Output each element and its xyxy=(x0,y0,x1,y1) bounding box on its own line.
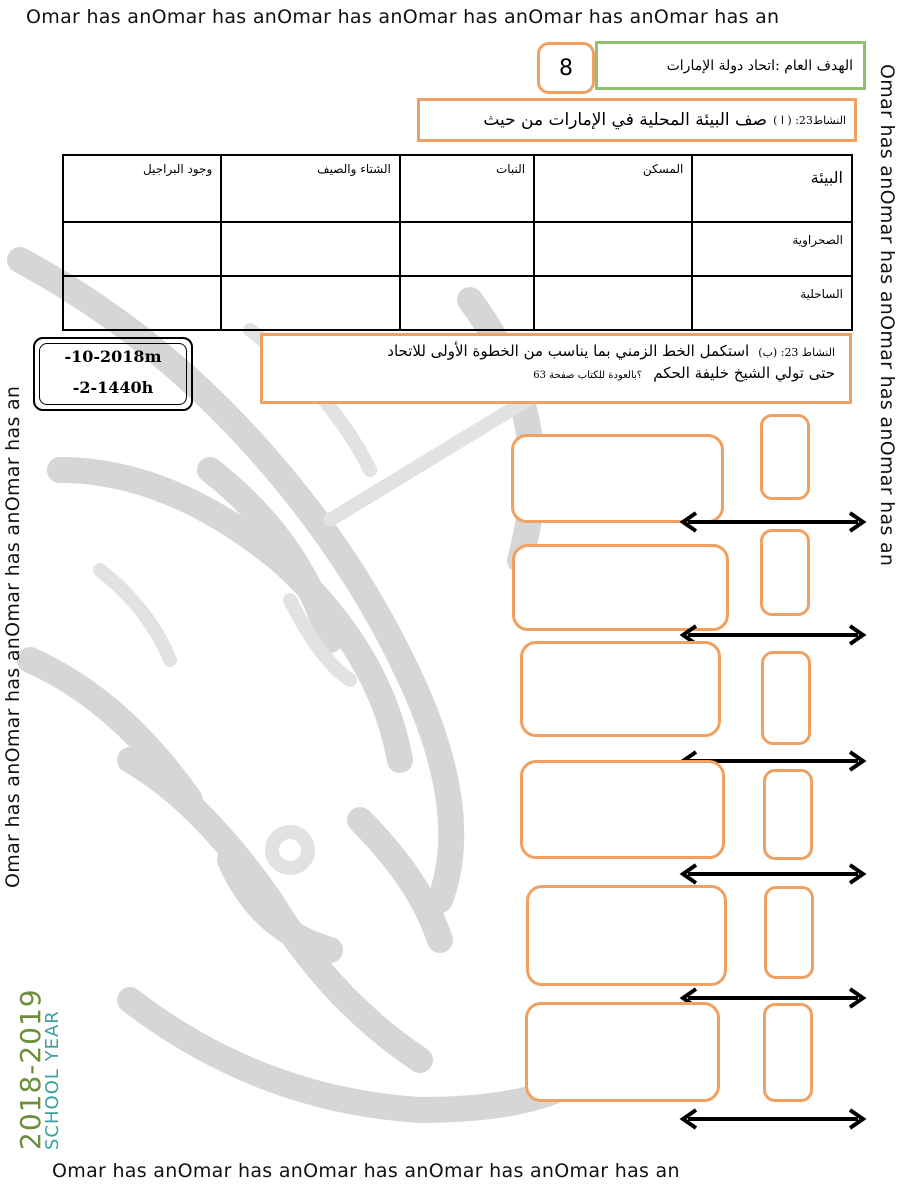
timeline-event-box[interactable] xyxy=(526,885,727,986)
school-year-years: 2018-2019 xyxy=(14,988,47,1150)
gregorian-date: -10-2018m xyxy=(64,347,162,366)
environment-table xyxy=(62,154,853,331)
activity-b-line1: استكمل الخط الزمني بما يناسب من الخطوة الأولى للاتحاد xyxy=(387,342,750,360)
watermark-top: Omar has anOmar has anOmar has anOmar has anOmar has anOmar has an xyxy=(26,6,780,28)
watermark-left: Omar has anOmar has anOmar has anOmar has an xyxy=(2,385,24,888)
activity-a-text: صف البيئة المحلية في الإمارات من حيث xyxy=(483,110,768,130)
table-header-cell: النبات xyxy=(400,155,534,222)
table-row xyxy=(63,222,852,276)
timeline-event-box[interactable] xyxy=(520,760,725,859)
watermark-bottom: Omar has anOmar has anOmar has anOmar has anOmar has an xyxy=(52,1160,680,1182)
date-box xyxy=(33,337,193,411)
table-header-row xyxy=(63,155,852,222)
activity-a-box xyxy=(417,98,857,142)
goal-box xyxy=(595,41,866,90)
table-cell[interactable] xyxy=(400,276,534,330)
table-row xyxy=(63,276,852,330)
table-header-cell: البيئة xyxy=(692,155,852,222)
hijri-date: -2-1440h xyxy=(72,378,154,397)
school-year-label: SCHOOL YEAR xyxy=(42,1010,63,1150)
table-cell[interactable] xyxy=(221,276,400,330)
table-cell[interactable] xyxy=(534,276,692,330)
activity-b-line2: حتى تولي الشيخ خليفة الحكم xyxy=(653,364,835,382)
timeline-event-box[interactable] xyxy=(512,544,729,631)
table-cell[interactable] xyxy=(221,222,400,276)
page-number-box xyxy=(537,42,595,94)
timeline-arrow xyxy=(676,862,870,886)
watermark-right: Omar has anOmar has anOmar has anOmar has an xyxy=(876,64,898,567)
activity-a-label: النشاط23: ( ا ) xyxy=(773,113,846,127)
table-cell[interactable] xyxy=(400,222,534,276)
goal-text: الهدف العام :اتحاد دولة الإمارات xyxy=(666,57,853,74)
timeline-date-box[interactable] xyxy=(760,414,810,500)
table-cell: الصحراوية xyxy=(692,222,852,276)
table-cell[interactable] xyxy=(534,222,692,276)
table-header-cell: الشتاء والصيف xyxy=(221,155,400,222)
activity-b-label: النشاط 23: (ب) xyxy=(758,346,835,359)
timeline-date-box[interactable] xyxy=(763,1003,813,1102)
timeline-arrow xyxy=(676,1107,870,1131)
timeline-date-box[interactable] xyxy=(761,651,811,745)
page-number: 8 xyxy=(559,55,573,81)
activity-b-hint: ؟بالعودة للكتاب صفحة 63 xyxy=(533,370,643,381)
table-header-cell: وجود البراجيل xyxy=(63,155,221,222)
table-header-cell: المسكن xyxy=(534,155,692,222)
timeline-date-box[interactable] xyxy=(760,529,810,616)
table-cell[interactable] xyxy=(63,222,221,276)
table-cell: الساحلية xyxy=(692,276,852,330)
timeline-date-box[interactable] xyxy=(763,769,813,860)
timeline-event-box[interactable] xyxy=(525,1002,720,1102)
timeline-event-box[interactable] xyxy=(520,641,721,737)
table-cell[interactable] xyxy=(63,276,221,330)
timeline-date-box[interactable] xyxy=(764,886,814,979)
activity-b-box xyxy=(260,333,852,404)
